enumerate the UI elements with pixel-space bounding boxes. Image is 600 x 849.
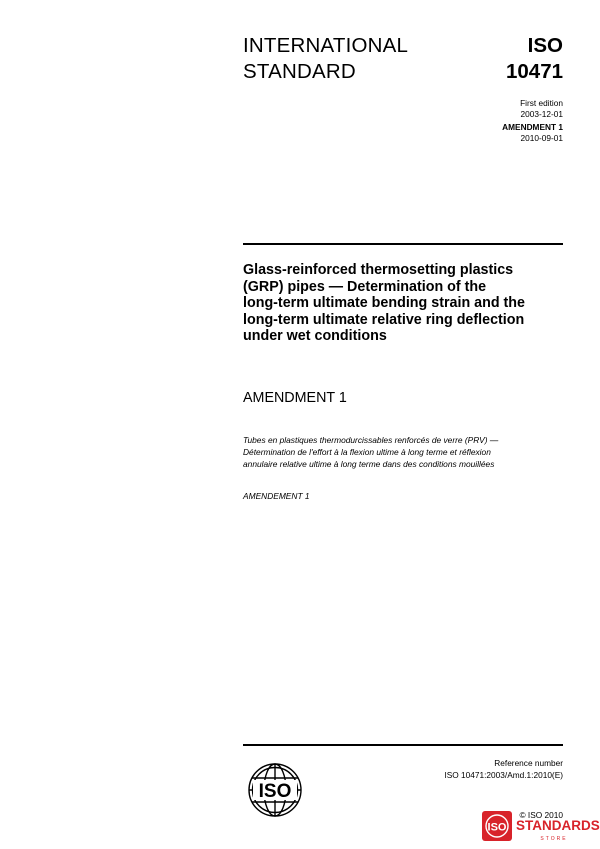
title-line: (GRP) pipes — Determination of the — [243, 278, 487, 295]
bottom-divider — [243, 744, 563, 746]
standard-number — [506, 33, 563, 85]
amendment-label: AMENDMENT 1 — [502, 122, 563, 132]
title-line: long-term ultimate relative ring deflection — [243, 311, 525, 328]
french-amendment-heading: AMENDEMENT 1 — [243, 491, 310, 501]
document-title — [243, 262, 573, 345]
first-edition-date: 2003-12-01 — [520, 108, 563, 119]
document-type-line2: STANDARD — [243, 60, 356, 83]
iso-standards-store-logo — [482, 811, 600, 843]
french-title — [243, 434, 583, 470]
reference-block — [444, 757, 563, 781]
amendment-date: 2010-09-01 — [520, 132, 563, 143]
title-line: Glass-reinforced thermosetting plastics — [243, 262, 514, 278]
reference-number: ISO 10471:2003/Amd.1:2010(E) — [444, 770, 563, 780]
iso-logo-text: ISO — [258, 781, 292, 802]
watermark-iso-text: ISO — [487, 821, 507, 834]
watermark-store-text: STORE — [540, 836, 568, 842]
title-line: under wet conditions — [243, 328, 387, 345]
french-title-line: Tubes en plastiques thermodurcissables renforcés de verre (PRV) — — [243, 435, 499, 445]
amendment-heading: AMENDMENT 1 — [243, 390, 347, 406]
reference-label: Reference number — [494, 758, 563, 768]
title-line: long-term ultimate bending strain and the — [243, 295, 525, 312]
french-title-line: annulaire relative ultime à long terme dans des conditions mouillées — [243, 459, 495, 469]
iso-logo-icon — [247, 762, 303, 818]
standard-number-value: 10471 — [505, 60, 563, 83]
french-title-line: Détermination de l'effort à la flexion ultime à long terme et réflexion — [243, 447, 491, 457]
document-type-line1: INTERNATIONAL — [243, 34, 409, 57]
first-edition-label: First edition — [520, 98, 563, 108]
document-type — [243, 33, 408, 85]
top-divider — [243, 243, 563, 245]
watermark-standards-text: STANDARDS — [516, 818, 600, 833]
standard-org: ISO — [527, 34, 563, 57]
copyright: © ISO 2010 — [519, 810, 563, 820]
edition-info — [502, 98, 563, 143]
